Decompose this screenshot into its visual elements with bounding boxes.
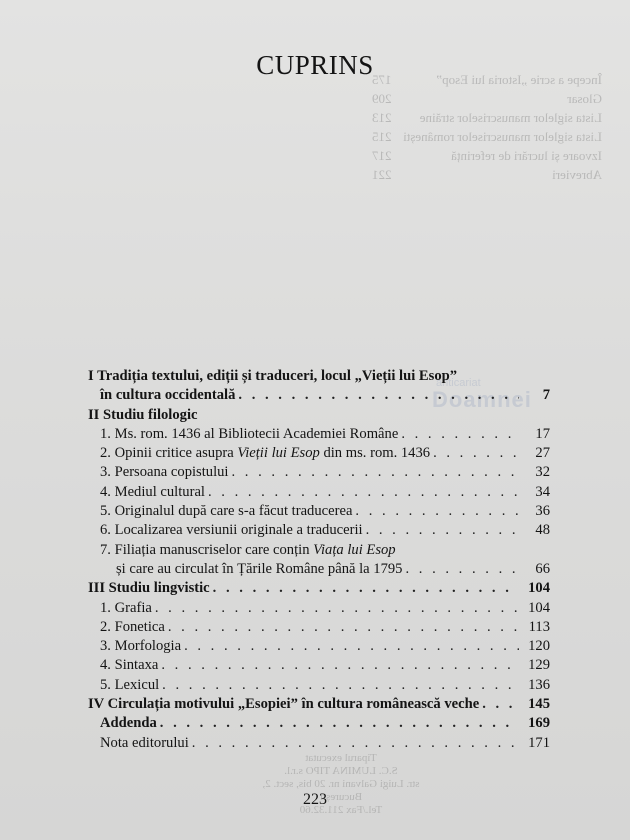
toc-entry: 5. Lexicul . . . 136 bbox=[88, 677, 550, 696]
toc-entry-section-1-line1: I Tradiția textului, ediții și traduceri, locul „Vieții lui Esop” bbox=[88, 368, 458, 384]
toc-entry: 5. Originalul după care s-a făcut traducerea . . . 36 bbox=[88, 503, 550, 522]
table-of-contents bbox=[88, 368, 550, 754]
toc-entry-nota: Nota editorului . . . 171 bbox=[88, 735, 550, 754]
toc-entry: 3. Morfologia . . . 120 bbox=[88, 638, 550, 657]
toc-entry-section-1: în cultura occidentală . . . 7 bbox=[88, 387, 550, 406]
toc-entry-section-2: II Studiu filologic bbox=[88, 406, 198, 423]
toc-entry-section-4: IV Circulația motivului „Esopiei” în cultura românească veche . . . 145 bbox=[88, 696, 550, 715]
page-number: 223 bbox=[303, 791, 327, 808]
show-through-imprint: Tiparul executat S.C. LUMINA TIPO s.r.l. str. Luigi Galvani nr. 20 bis, sect. 2, București Tel./Fax 211.32.60 bbox=[262, 752, 420, 816]
toc-entry: 1. Grafia . . . 104 bbox=[88, 600, 550, 619]
show-through-text: Începe a scrie „Istoria lui Esop” 175 Glosar 209 Lista siglelor manuscriselor străine 213 Lista siglelor manuscriselor românești 215 Izvoare și lucrări de referință 217 Abrevieri 221 bbox=[372, 72, 602, 182]
toc-entry: 1. Ms. rom. 1436 al Bibliotecii Academiei Române . . . 17 bbox=[88, 426, 550, 445]
toc-entry: 6. Localizarea versiunii originale a traducerii . . . 48 bbox=[88, 522, 550, 541]
toc-entry-line1: 7. Filiația manuscriselor care conțin Viața lui Esop bbox=[100, 541, 396, 558]
toc-entry: și care au circulat în Țările Române până la 1795 . . . 66 bbox=[88, 561, 550, 580]
toc-entry-section-3: III Studiu lingvistic . . . 104 bbox=[88, 580, 550, 599]
toc-entry-addenda: Addenda . . . 169 bbox=[88, 715, 550, 734]
watermark-logo: anticariat Doamnei bbox=[432, 377, 532, 412]
toc-entry: 4. Mediul cultural . . . 34 bbox=[88, 484, 550, 503]
toc-entry: 2. Fonetica . . . 113 bbox=[88, 619, 550, 638]
toc-entry: 2. Opinii critice asupra Vieții lui Esop din ms. rom. 1436 . . . 27 bbox=[88, 445, 550, 464]
page-title: CUPRINS bbox=[256, 50, 374, 80]
toc-entry: 4. Sintaxa . . . 129 bbox=[88, 657, 550, 676]
toc-entry: 3. Persoana copistului . . . 32 bbox=[88, 464, 550, 483]
